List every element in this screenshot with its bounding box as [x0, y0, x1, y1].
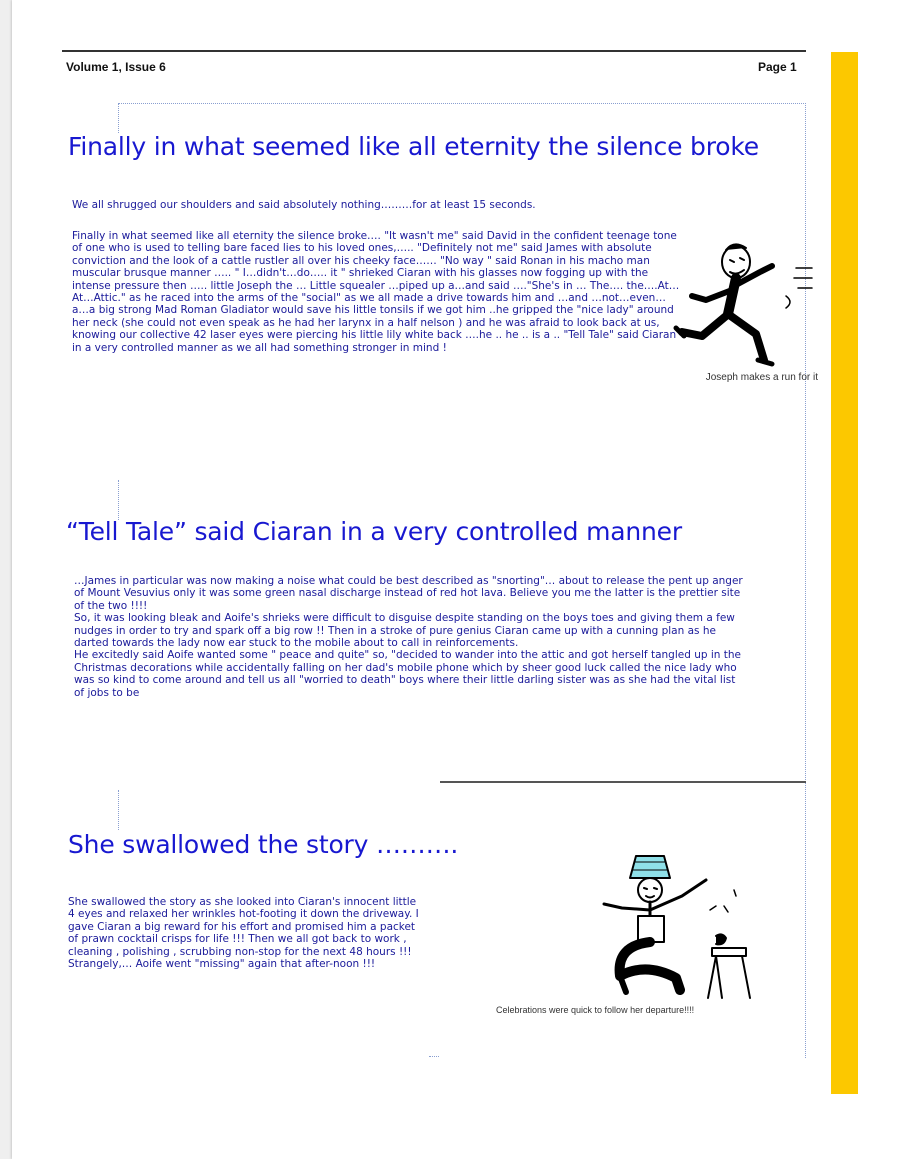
header-rule: [62, 50, 806, 52]
article-2-paragraph: He excitedly said Aoife wanted some " peace and quite" so, "decided to wander into the attic and got herself tangled up in the Christmas decorations while accidentally falling on her dad's mobile phone which by sheer good luck called the nice lady who was so kind to come around and tell us all "worried to death" boys where their little darling sister was as she had the vital list of jobs to be: [74, 649, 741, 699]
frame-mark: [118, 480, 119, 520]
article-1-intro: We all shrugged our shoulders and said absolutely nothing………for at least 15 seconds.: [72, 199, 536, 211]
article-2-headline: “Tell Tale” said Ciaran in a very controlled manner: [66, 517, 682, 546]
celebrating-man-lampshade-clipart-icon: [596, 850, 766, 1000]
accent-sidebar-bar: [831, 52, 858, 1094]
article-3-headline: She swallowed the story ……….: [68, 830, 459, 859]
frame-border-top: [118, 103, 806, 104]
article-1-body: Finally in what seemed like all eternity the silence broke…. "It wasn't me" said David in the confident teenage tone of one who is used to telling bare faced lies to his loved ones,….. "Definitely not me" said James with absolute conviction and the look of a cattle rustler all over his cheeky face…… "No way " said Ronan in his macho man muscular brusque manner ….. " I…didn't…do….. it " shrieked Ciaran with his glasses now fogging up with the intense pressure then ….. little Joseph the … Little squealer …piped up a…and said …."She's in … The…. the….At…At…Attic." as he raced into the arms of the "social" as we all made a drive towards him and …and …not…even…a…a big strong Mad Roman Gladiator would save his little tonsils if we got him ..he gripped the "nice lady" around her neck (she could not even speak as he had her larynx in a half nelson ) and he was afraid to look back at us, knowing our collective 42 laser eyes were piercing his little lily white back ….he .. he .. is a .. "Tell Tale" said Ciaran in a very controlled manner as we all had something stronger in mind !: [72, 230, 680, 354]
article-3-body: She swallowed the story as she looked into Ciaran's innocent little 4 eyes and relaxed her wrinkles hot-footing it down the driveway. I gave Ciaran a big reward for his effort and promised him a packet of prawn cocktail crisps for life !!! Then we all got back to work , cleaning , polishing , scrubbing non-stop for the next 48 hours !!! Strangely,… Aoife went "missing" again that after-noon !!!: [68, 896, 419, 971]
article-2-paragraph: So, it was looking bleak and Aoife's shrieks were difficult to disguise despite standing on the boys toes and giving them a few nudges in order to try and spark off a big row !! Then in a stroke of pure genius Ciaran came up with a cunning plan as he darted towards the lady now ear stuck to the mobile about to call in reinforcements.: [74, 612, 735, 650]
frame-mark: [118, 790, 119, 830]
issue-label: Volume 1, Issue 6: [66, 60, 166, 74]
running-man-clipart-icon: [668, 236, 818, 372]
article-1-image-caption: Joseph makes a run for it: [705, 372, 818, 383]
article-3-image-caption: Celebrations were quick to follow her departure!!!!: [496, 1005, 695, 1015]
article-1-headline: Finally in what seemed like all eternity the silence broke: [68, 132, 759, 161]
article-2-body: [74, 575, 748, 699]
section-divider: [440, 781, 806, 783]
frame-mark: [118, 103, 119, 133]
article-2-paragraph: …James in particular was now making a noise what could be best described as "snorting"… about to release the pent up anger of Mount Vesuvius only it was some green nasal discharge instead of red hot lava. Believe you me the latter is the prettier site of the two !!!!: [74, 575, 743, 612]
page-number: Page 1: [758, 60, 797, 74]
footer-mark: [429, 1056, 439, 1057]
